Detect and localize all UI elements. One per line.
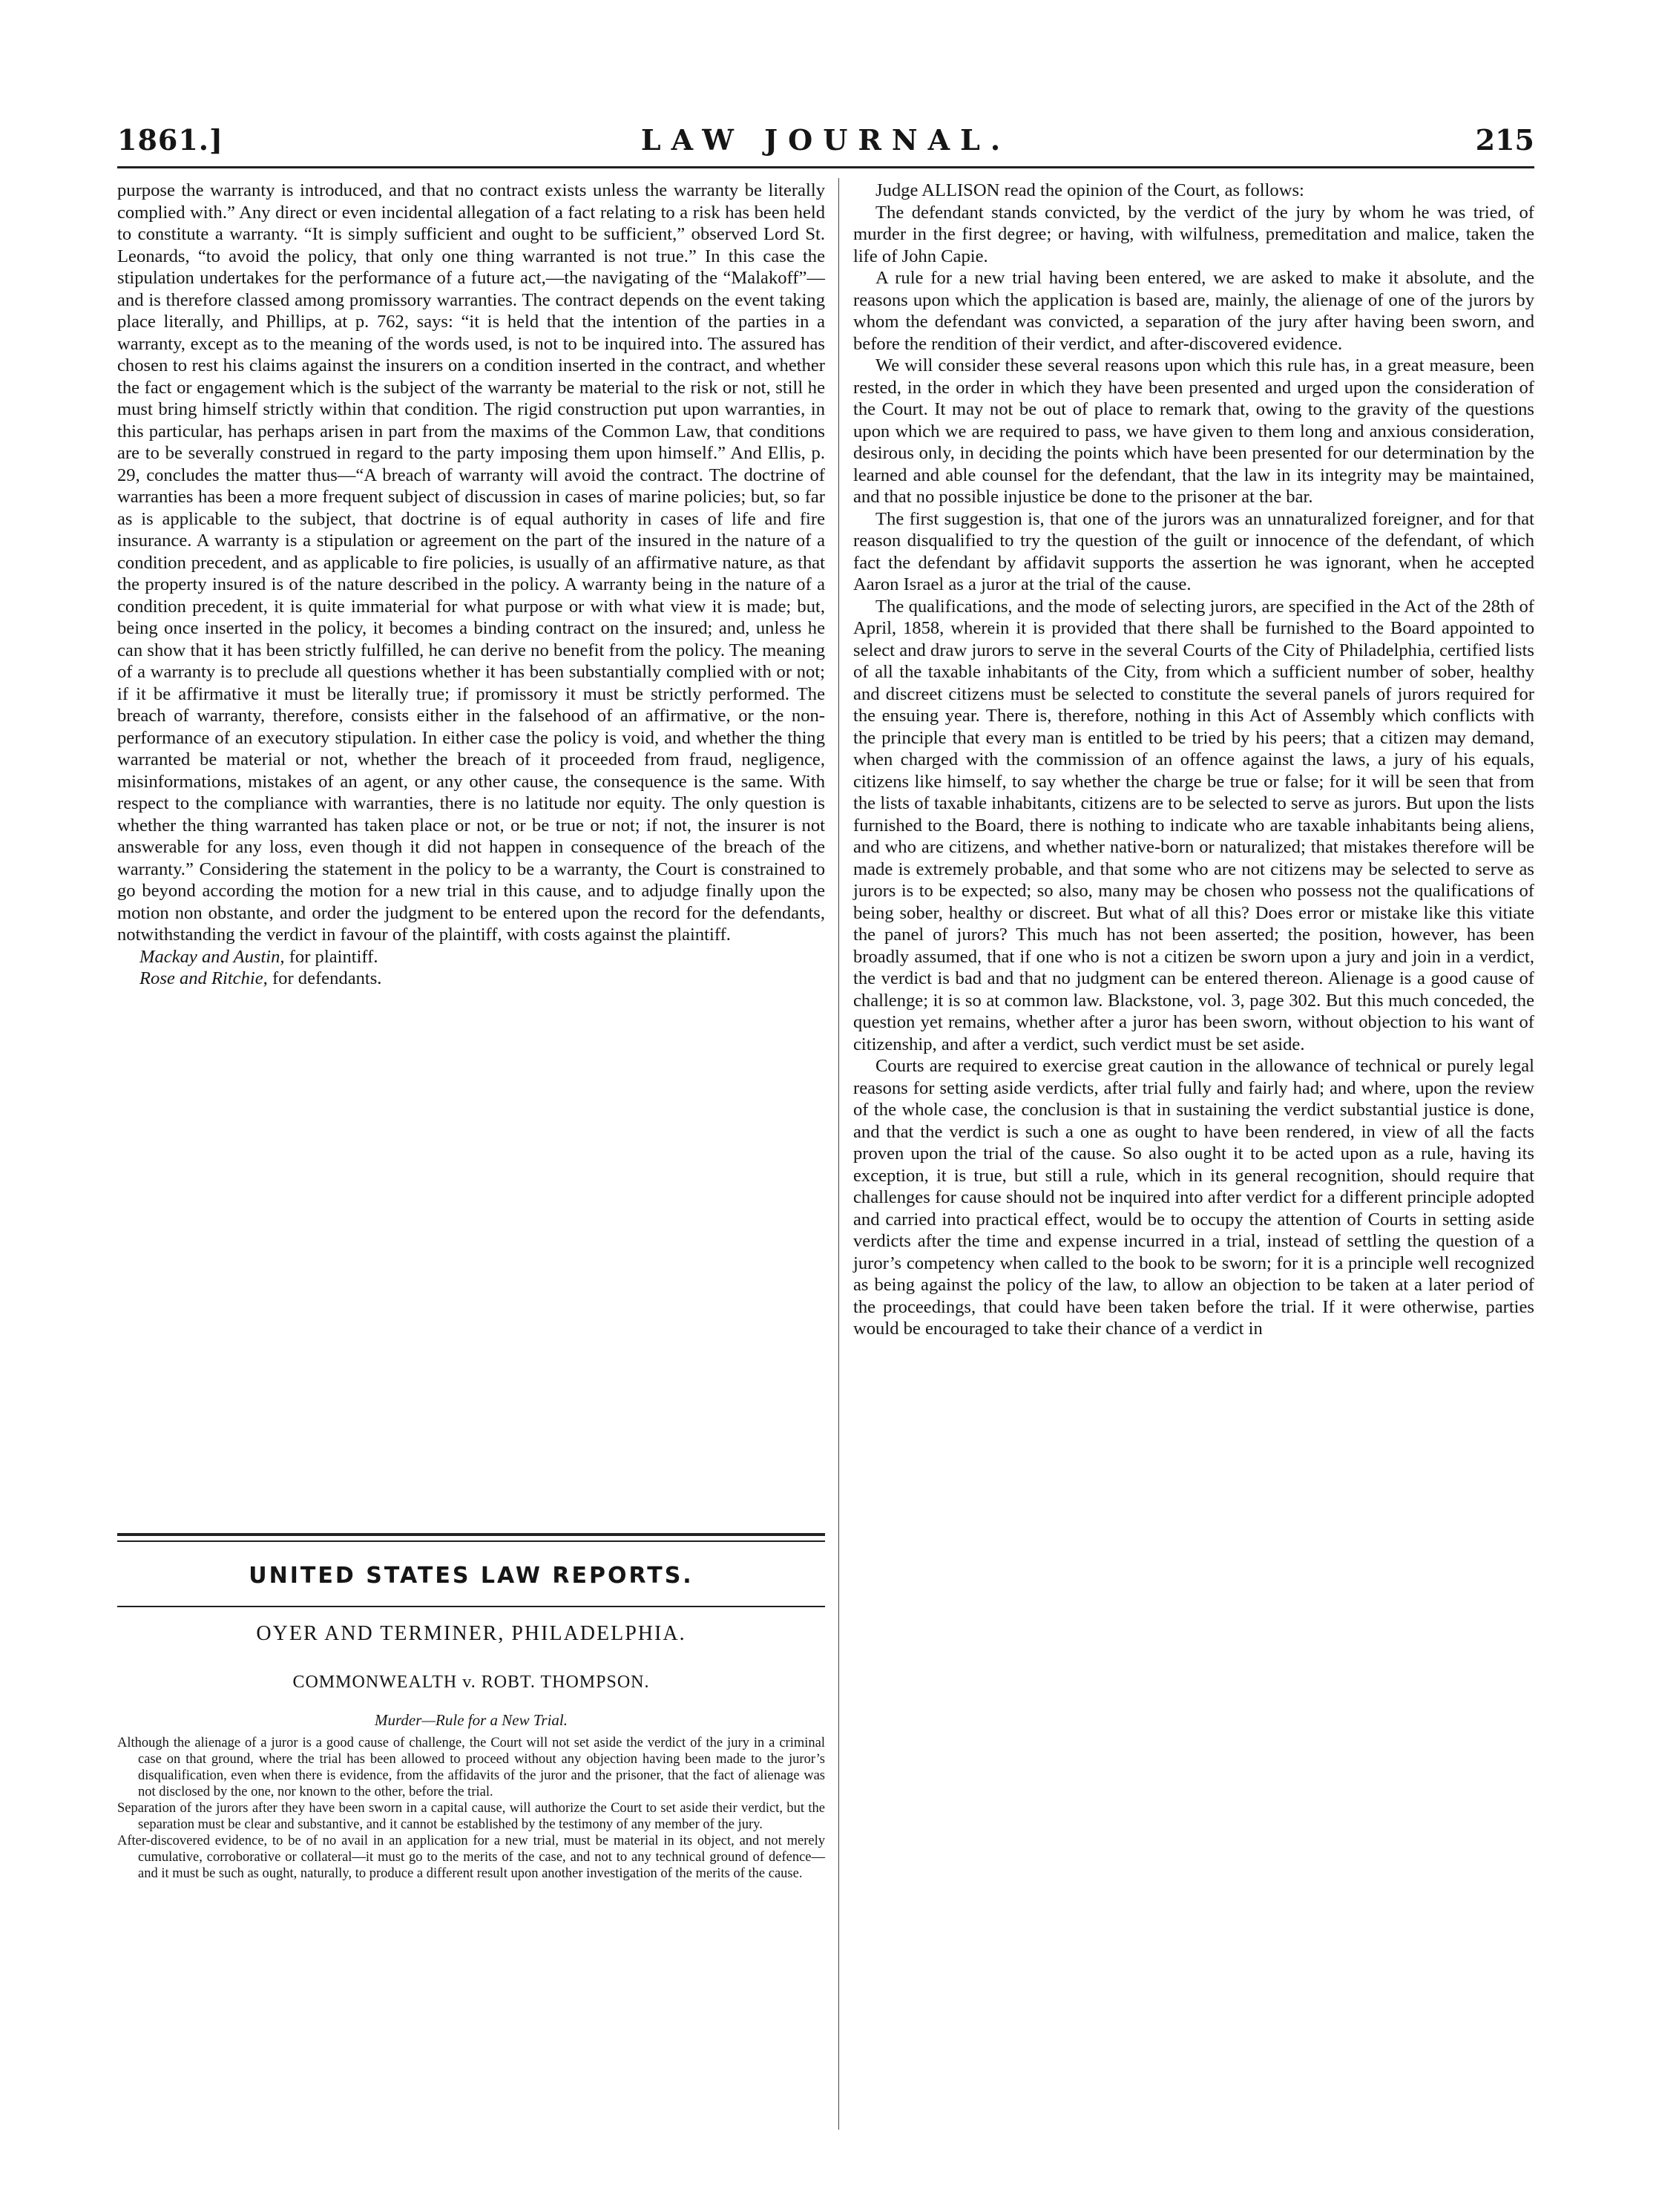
right-paragraph: The first suggestion is, that one of the jurors was an unnaturalized foreigner, and for that reason disqualified to try the question of the guilt or innocence of the defendant, of which fact the defendant by affidavit supports the assertion he was ignorant, when he accepted Aaron Israel as a juror at the trial of the cause. — [853, 508, 1534, 594]
counsel-defendant — [117, 968, 825, 990]
section-double-rule-top — [117, 1533, 825, 1536]
right-paragraph: The defendant stands convicted, by the verdict of the jury by whom he was tried, of murder in the first degree; or having, with wilfulness, premeditation and malice, taken the life of John Capie. — [853, 202, 1534, 266]
court-name: OYER AND TERMINER, PHILADELPHIA. — [256, 1622, 686, 1645]
section-title: UNITED STATES LAW REPORTS. — [249, 1563, 694, 1589]
headnote: After-discovered evidence, to be of no avail in an application for a new trial, must be material in its object, and not merely cumulative, corroborative or collateral—it must go to the merits of the case, and not to any technical ground of defence—and it must be such as ought, naturally, to produce a different result upon another investigation of the merits of the cause. — [117, 1834, 825, 1881]
headnote: Separation of the jurors after they have been sworn in a capital cause, will authorize the Court to set aside their verdict, but the separation must be clear and substantive, and it cannot be established by the testimony of any member of the jury. — [117, 1801, 825, 1832]
header-year: 1861.] — [117, 123, 223, 157]
right-paragraph: The qualifications, and the mode of selecting jurors, are specified in the Act of the 28th of April, 1858, wherein it is provided that there shall be furnished to the Board appointed to select and draw jurors to serve in the several Courts of the City of Philadelphia, certified lists of all the taxable inhabitants of the City, from which a sufficient number of sober, healthy and discreet citizens must be selected to constitute the several panels of jurors required for the ensuing year. There is, therefore, nothing in this Act of Assembly which conflicts with the principle that every man is entitled to be tried by his peers; that a citizen may demand, when charged with the commission of an offence against the laws, a jury of his equals, citizens like himself, to say whether the charge be true or false; for it will be seen that from the lists of taxable inhabitants, citizens are to be selected to serve as jurors. But upon the lists furnished to the Board, there is nothing to indicate who are taxable inhabitants being aliens, and who are citizens, and whether native-born or naturalized; that mistakes therefore will be made is extremely probable, and that some who are not citizens may be selected to serve as jurors is to be expected; so also, many may be chosen who possess not the qualifications of being sober, healthy or discreet. But what of all this? Does error or mistake like this vitiate the panel of jurors? This much has not been asserted; the position, however, has been broadly assumed, that if one who is not a citizen be sworn upon a jury and join in a verdict, the verdict is bad and that no judgment can be entered thereon. Alienage is a good cause of challenge; it is so at common law. Blackstone, vol. 3, page 302. But this much conceded, the question yet remains, whether after a juror has been sworn, without objection to his want of citizenship, and after a verdict, such verdict must be set aside. — [853, 596, 1534, 1054]
case-subtitle: Murder—Rule for a New Trial. — [375, 1711, 568, 1729]
counsel-defendant-role: for defendants. — [272, 968, 382, 988]
right-paragraph: Courts are required to exercise great caution in the allowance of technical or purely legal reasons for setting aside verdicts, after trial fully and fairly had; and where, upon the review of the whole case, the conclusion is that in sustaining the verdict substantial justice is done, and that the verdict is such a one as ought to have been rendered, in view of all the facts proven upon the trial of the cause. So also ought it to be acted upon as a rule, having its exception, it is true, but still a rule, which in its general recognition, should require that challenges for cause should not be inquired into after verdict for a different principle adopted and carried into practical effect, would be to occupy the attention of Courts in setting aside verdicts after the time and expense incurred in a trial, instead of settling the question of a juror’s competency when called to the book to be sworn; for it is a principle well recognized as being against the policy of the law, to allow an objection to be taken at a later period of the proceedings, that could have been taken before the trial. If it were otherwise, parties would be encouraged to take their chance of a verdict in — [853, 1056, 1534, 1339]
counsel-plaintiff-names: Mackay and Austin, — [139, 946, 285, 967]
header-rule — [117, 166, 1534, 168]
section-title-rule — [117, 1606, 825, 1607]
left-paragraph: purpose the warranty is introduced, and that no contract exists unless the warranty be literally complied with.” Any direct or even incidental allegation of a fact relating to a risk has been held to constitute a warranty. “It is simply sufficient and ought to be sufficient,” observed Lord St. Leonards, “to avoid the policy, that only one thing warranted is not true.” In this case the stipulation undertakes for the performance of a future act,—the navigating of the “Malakoff”—and is therefore classed among promissory warranties. The contract depends on the event taking place literally, and Phillips, at p. 762, says: “it is held that the intention of the parties in a warranty, except as to the meaning of the words used, is not to be inquired into. The assured has chosen to rest his claims against the insurers on a condition inserted in the contract, and whether the fact or engagement which is the subject of the warranty be material to the risk or not, still he must bring himself strictly within that condition. The rigid construction put upon warranties, in this particular, has perhaps arisen in part from the maxims of the Common Law, that conditions are to be severally construed in regard to the party imposing them upon himself.” And Ellis, p. 29, concludes the matter thus—“A breach of warranty will avoid the contract. The doctrine of warranties has been a more frequent subject of discussion in cases of marine policies; but, so far as is applicable to the subject, that doctrine is of equal authority in cases of life and fire insurance. A warranty is a stipulation or agreement on the part of the insured in the nature of a condition precedent, and as applicable to fire policies, is usually of an affirmative nature, as that the property insured is of the nature described in the policy. A warranty being in the nature of a condition precedent, it is quite immaterial for what purpose or with what view it is made; but, being once inserted in the policy, it becomes a binding contract on the insured; and, unless he can show that it has been strictly fulfilled, he can derive no benefit from the policy. The meaning of a warranty is to preclude all questions whether it has been substantially complied with or not; if it be affirmative it must be literally true; if promissory it must be strictly performed. The breach of warranty, therefore, consists either in the falsehood of an affirmative, or the non-performance of an executory stipulation. In either case the policy is void, and whether the thing warranted be material or not, whether the breach of it proceeded from fraud, negligence, misinformations, mistakes of an agent, or any other cause, the consequence is the same. With respect to the compliance with warranties, there is no latitude nor equity. The only question is whether the thing warranted has taken place or not, or be true or not; if not, the insurer is not answerable for any loss, even though it did not happen in consequence of the breach of the warranty.” Considering the statement in the policy to be a warranty, the Court is constrained to go beyond according the motion for a new trial in this cause, and to adjudge finally upon the motion non obstante, and order the judgment to be entered upon the record for the defendants, notwithstanding the verdict in favour of the plaintiff, with costs against the plaintiff. — [117, 180, 825, 945]
column-divider — [838, 178, 839, 2130]
journal-title: LAW JOURNAL. — [640, 123, 1011, 157]
counsel-list — [117, 946, 825, 990]
right-column — [853, 180, 1534, 1340]
counsel-plaintiff — [117, 946, 825, 968]
counsel-plaintiff-role: for plaintiff. — [289, 946, 378, 967]
left-column — [117, 180, 825, 990]
right-paragraph: A rule for a new trial having been entered, we are asked to make it absolute, and the reasons upon which the application is based are, mainly, the alienage of one of the jurors by whom the defendant was convicted, a separation of the jury after having been sworn, and before the rendition of their verdict, and after-discovered evidence. — [853, 268, 1534, 354]
page-header — [117, 119, 1534, 165]
page-number: 215 — [1475, 123, 1534, 157]
headnote: Although the alienage of a juror is a good cause of challenge, the Court will not set aside the verdict of the jury in a criminal case on that ground, where the trial has been allowed to proceed without any objection having been made to the juror’s disqualification, even when there is evidence, from the affidavits of the juror and the prisoner, that the fact of alienage was not disclosed by the one, nor known to the other, before the trial. — [117, 1736, 825, 1799]
headnotes — [117, 1735, 825, 1882]
counsel-defendant-names: Rose and Ritchie, — [139, 968, 268, 988]
case-name: COMMONWEALTH v. ROBT. THOMPSON. — [292, 1673, 650, 1692]
right-paragraph: We will consider these several reasons upon which this rule has, in a great measure, been rested, in the order in which they have been presented and urged upon the consideration of the Court. It may not be out of place to remark that, owing to the gravity of the questions upon which we are required to pass, we have given to them long and anxious consideration, desirous only, in deciding the points which have been presented for our determination by the learned and able counsel for the defendant, that the law in its integrity may be maintained, and that no possible injustice be done to the prisoner at the bar. — [853, 355, 1534, 507]
section-double-rule-bottom — [117, 1540, 825, 1542]
right-paragraph: Judge ALLISON read the opinion of the Court, as follows: — [875, 180, 1304, 200]
